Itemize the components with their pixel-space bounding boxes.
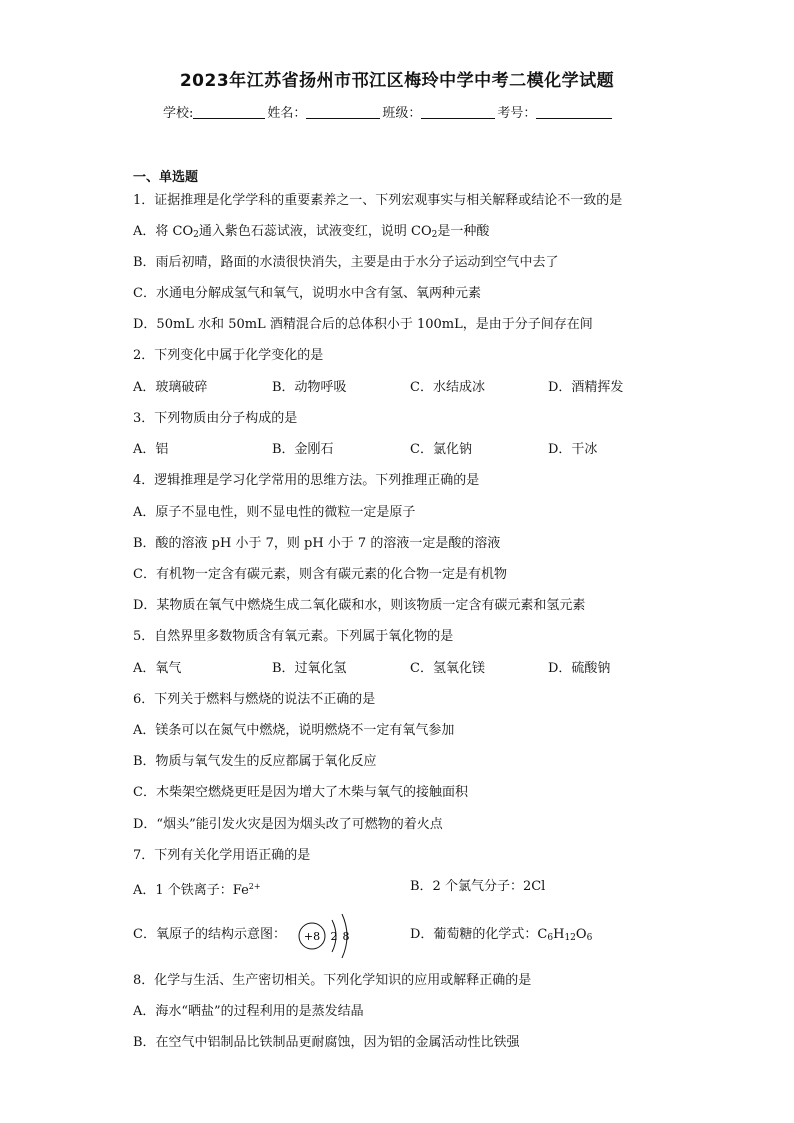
- question-7-option-d: D．葡萄糖的化学式：$C_6H_{12}O_6$: [410, 927, 593, 943]
- school-label: 学校:: [163, 106, 194, 121]
- question-1-option-c: C．水通电分解成氢气和氧气，说明水中含有氢、氧两种元素: [133, 286, 481, 301]
- question-3-option-d: D．干冰: [548, 442, 598, 457]
- question-7-option-a: A．1 个铁离子：$Fe^{2+}$: [133, 882, 261, 898]
- question-1-option-b: B．雨后初晴，路面的水渍很快消失，主要是由于水分子运动到空气中去了: [133, 255, 559, 270]
- question-2-option-a: A．玻璃破碎: [133, 380, 208, 395]
- question-3-option-c: C．氯化钠: [410, 442, 472, 457]
- question-3-option-b: B．金刚石: [272, 442, 334, 457]
- question-4-option-b: B．酸的溶液 pH 小于 7，则 pH 小于 7 的溶液一定是酸的溶液: [133, 536, 501, 551]
- oxygen-atom-diagram: [296, 910, 366, 960]
- question-5-stem: 5．自然界里多数物质含有氧元素。下列属于氧化物的是: [133, 629, 454, 644]
- question-2-option-c: C．水结成冰: [410, 380, 485, 395]
- question-5-option-d: D．硫酸钠: [548, 661, 611, 676]
- question-2-stem: 2．下列变化中属于化学变化的是: [133, 348, 324, 363]
- question-3-stem: 3．下列物质由分子构成的是: [133, 411, 298, 426]
- question-7-stem: 7．下列有关化学用语正确的是: [133, 848, 311, 863]
- shell-1-electrons: 2: [330, 930, 338, 943]
- question-8-stem: 8．化学与生活、生产密切相关。下列化学知识的应用或解释正确的是: [133, 973, 532, 988]
- question-6-option-c: C．木柴架空燃烧更旺是因为增大了木柴与氧气的接触面积: [133, 785, 468, 800]
- question-6-option-d: D．“烟头”能引发火灾是因为烟头改了可燃物的着火点: [133, 817, 443, 832]
- question-4-option-a: A．原子不显电性，则不显电性的微粒一定是原子: [133, 505, 416, 520]
- question-1-option-a: A．将 $CO_2$通入紫色石蕊试液，试液变红，说明 $CO_2$是一种酸: [133, 224, 490, 240]
- student-info-row: [163, 102, 614, 121]
- question-4-option-d: D．某物质在氧气中燃烧生成二氧化碳和水，则该物质一定含有碳元素和氢元素: [133, 598, 586, 613]
- question-2-option-d: D．酒精挥发: [548, 380, 624, 395]
- nucleus-charge: +8: [303, 930, 321, 943]
- question-5-option-a: A．氧气: [133, 661, 182, 676]
- question-5-option-b: B．过氧化氢: [272, 661, 347, 676]
- school-blank[interactable]: [193, 105, 265, 119]
- exam-no-label: 考号：: [497, 106, 537, 121]
- question-6-stem: 6．下列关于燃料与燃烧的说法不正确的是: [133, 692, 376, 707]
- section-title: 一、单选题: [133, 170, 199, 185]
- name-label: 姓名：: [267, 106, 307, 121]
- question-8-option-a: A．海水“晒盐”的过程利用的是蒸发结晶: [133, 1004, 364, 1019]
- question-6-option-a: A．镁条可以在氮气中燃烧，说明燃烧不一定有氧气参加: [133, 723, 455, 738]
- question-7-option-c: C．氧原子的结构示意图：: [133, 927, 286, 942]
- question-3-option-a: A．铝: [133, 442, 169, 457]
- question-4-stem: 4．逻辑推理是学习化学常用的思维方法。下列推理正确的是: [133, 473, 480, 488]
- name-blank[interactable]: [306, 105, 380, 119]
- question-5-option-c: C．氢氧化镁: [410, 661, 485, 676]
- question-6-option-b: B．物质与氧气发生的反应都属于氧化反应: [133, 754, 377, 769]
- question-8-option-b: B．在空气中铝制品比铁制品更耐腐蚀，因为铝的金属活动性比铁强: [133, 1035, 520, 1050]
- class-label: 班级：: [382, 106, 422, 121]
- class-blank[interactable]: [421, 105, 495, 119]
- question-1-stem: 1．证据推理是化学学科的重要素养之一、下列宏观事实与相关解释或结论不一致的是: [133, 193, 623, 208]
- page-title: 2023年江苏省扬州市邗江区梅玲中学中考二模化学试题: [179, 71, 615, 91]
- question-2-option-b: B．动物呼吸: [272, 380, 347, 395]
- shell-2-electrons: 8: [342, 930, 350, 943]
- question-1-option-d: D．50mL 水和 50mL 酒精混合后的总体积小于 100mL，是由于分子间存在间: [133, 317, 593, 332]
- exam-no-blank[interactable]: [536, 105, 612, 119]
- question-7-option-b: B．2 个氯气分子：2Cl: [410, 879, 546, 894]
- question-4-option-c: C．有机物一定含有碳元素，则含有碳元素的化合物一定是有机物: [133, 567, 507, 582]
